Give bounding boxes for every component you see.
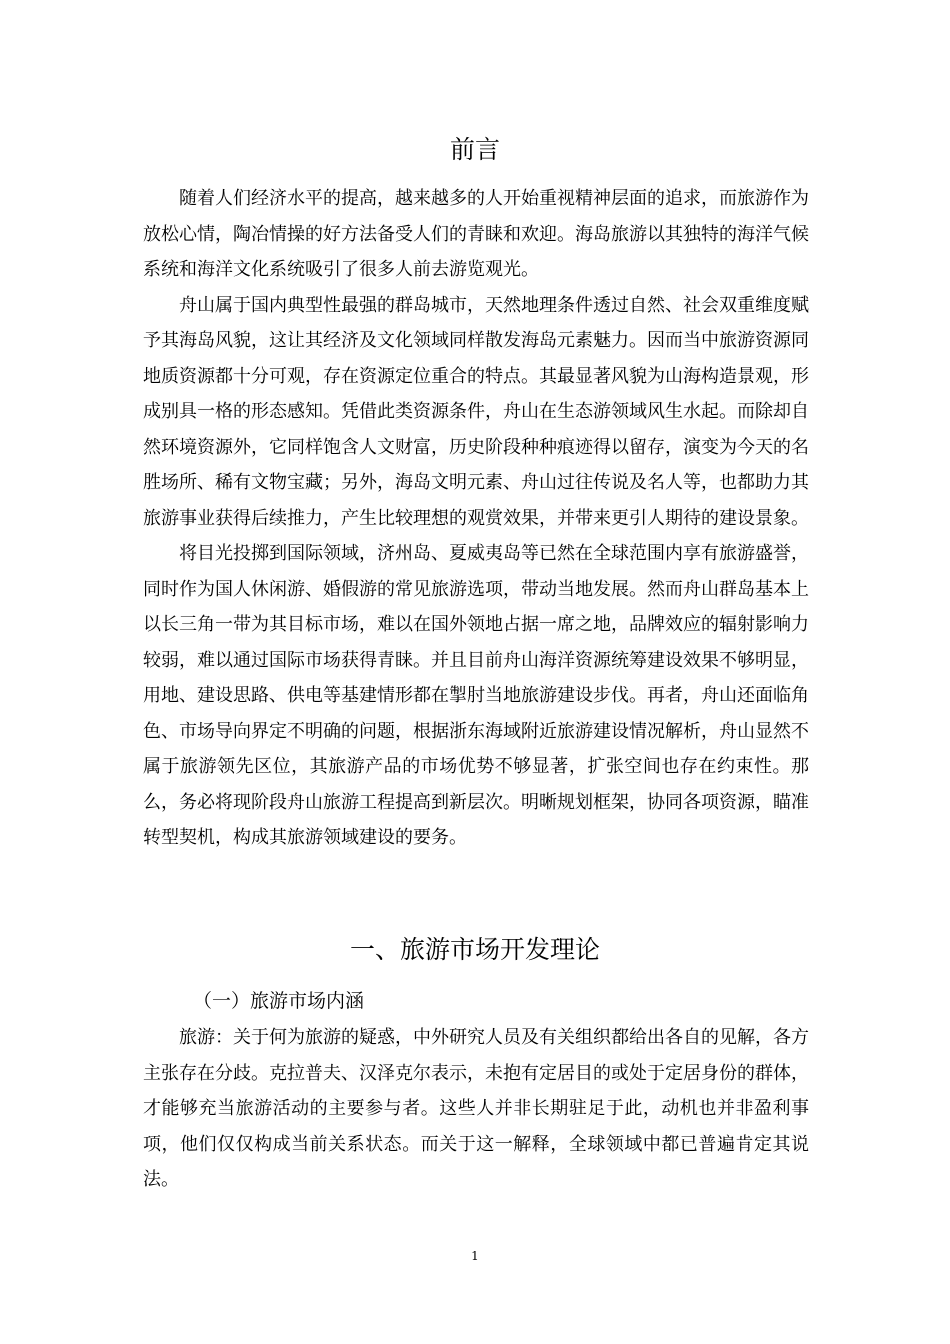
section-title: （一）旅游市场内涵	[193, 990, 365, 1012]
preface-body	[143, 181, 809, 856]
page-number: 1	[471, 1249, 479, 1263]
preface-title: 前言	[449, 135, 500, 164]
preface-paragraph-1: 随着人们经济水平的提高，越来越多的人开始重视精神层面的追求，而旅游作为放松心情，陶冶情操的好方法备受人们的青睐和欢迎。海岛旅游以其独特的海洋气候系统和海洋文化系统吸引了很多人前去游览观光。	[143, 188, 809, 280]
section-body	[143, 1020, 809, 1198]
preface-paragraph-3: 将目光投掷到国际领域，济州岛、夏威夷岛等已然在全球范围内享有旅游盛誉，同时作为国人休闲游、婚假游的常见旅游选项，带动当地发展。然而舟山群岛基本上以长三角一带为其目标市场，难以在国外领地占据一席之地，品牌效应的辐射影响力较弱，难以通过国际市场获得青睐。并且目前舟山海洋资源统筹建设效果不够明显，用地、建设思路、供电等基建情形都在掣肘当地旅游建设步伐。再者，舟山还面临角色、市场导向界定不明确的问题，根据浙东海域附近旅游建设情况解析，舟山显然不属于旅游领先区位，其旅游产品的市场优势不够显著，扩张空间也存在约束性。那么，务必将现阶段舟山旅游工程提高到新层次。明晰规划框架，协同各项资源，瞄准转型契机，构成其旅游领域建设的要务。	[143, 543, 809, 848]
preface-paragraph-2: 舟山属于国内典型性最强的群岛城市，天然地理条件透过自然、社会双重维度赋予其海岛风貌，这让其经济及文化领域同样散发海岛元素魅力。因而当中旅游资源同地质资源都十分可观，存在资源定位重合的特点。其最显著风貌为山海构造景观，形成别具一格的形态感知。凭借此类资源条件，舟山在生态游领域风生水起。而除却自然环境资源外，它同样饱含人文财富，历史阶段种种痕迹得以留存，演变为今天的名胜场所、稀有文物宝藏；另外，海岛文明元素、舟山过往传说及名人等，也都助力其旅游事业获得后续推力，产生比较理想的观赏效果，并带来更引人期待的建设景象。	[143, 294, 809, 529]
section-paragraph-1: 旅游：关于何为旅游的疑惑，中外研究人员及有关组织都给出各自的见解，各方主张存在分歧。克拉普夫、汉泽克尔表示，未抱有定居目的或处于定居身份的群体，才能够充当旅游活动的主要参与者。这些人并非长期驻足于此，动机也并非盈利事项，他们仅仅构成当前关系状态。而关于这一解释，全球领域中都已普遍肯定其说法。	[143, 1027, 809, 1190]
chapter-title: 一、旅游市场开发理论	[349, 935, 600, 964]
